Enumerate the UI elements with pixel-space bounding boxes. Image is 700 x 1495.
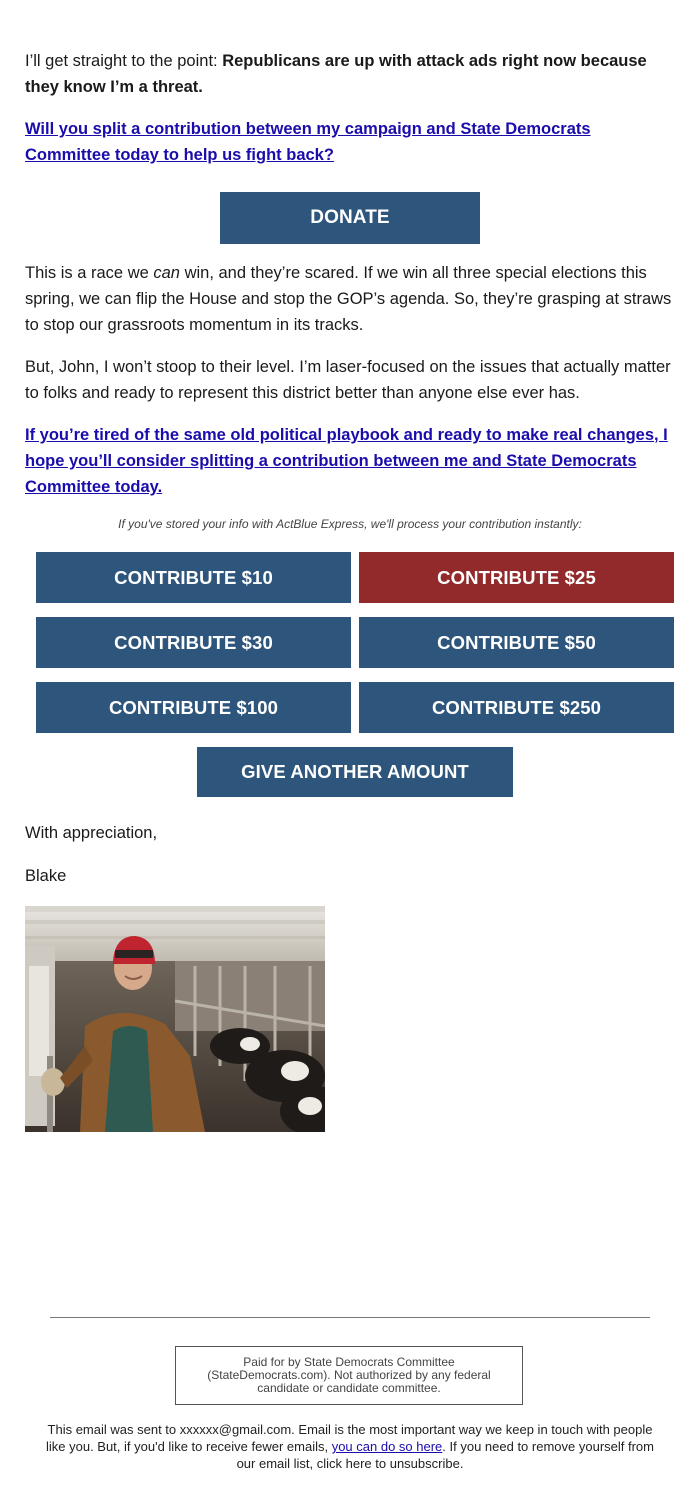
race-text-em: can [153,264,180,282]
split-contribution-link-wrap [25,116,675,168]
actblue-express-note: If you've stored your info with ActBlue Express, we'll process your contribution instantly: [118,517,582,531]
playbook-link[interactable]: If you’re tired of the same old political playbook and ready to make real changes, I hope you’ll consider splitting a contribution between me and State Democrats Committee today. [25,426,668,496]
intro-lead: I’ll get straight to the point: [25,52,223,70]
fewer-emails-link[interactable]: you can do so here [331,1439,443,1454]
donate-button[interactable]: DONATE [220,192,480,244]
footer-text-b: . If you need to remove yourself from our email list, click here to unsubscribe. [236,1439,654,1471]
signature [25,863,675,889]
signature-text: Blake [25,867,67,885]
race-paragraph [25,260,675,338]
race-text-b: win, and they’re scared. If we win all three special elections this spring, we can flip the House and stop the GOP’s agenda. So, they’re grasping at straws to stop our grassroots momentum in its tracks. [25,264,672,334]
give-another-amount-button[interactable]: GIVE ANOTHER AMOUNT [197,747,513,797]
level-text: But, John, I won’t stoop to their level. I’m laser-focused on the issues that actually matter to folks and ready to represent this district better than anyone else ever has. [25,358,671,402]
split-contribution-link[interactable]: Will you split a contribution between my campaign and State Democrats Committee today to help us fight back? [25,120,591,164]
footer-text [45,1421,655,1472]
intro-paragraph [25,48,675,100]
level-paragraph [25,354,675,406]
contribute-30-button[interactable]: CONTRIBUTE $30 [36,617,351,668]
contribute-250-button[interactable]: CONTRIBUTE $250 [359,682,674,733]
intro-bold: Republicans are up with attack ads right now because they know I’m a threat. [25,52,647,96]
signoff-text: With appreciation, [25,824,158,842]
signoff [25,820,675,846]
contribute-10-button[interactable]: CONTRIBUTE $10 [36,552,351,603]
contribute-100-button[interactable]: CONTRIBUTE $100 [36,682,351,733]
contribute-25-button[interactable]: CONTRIBUTE $25 [359,552,674,603]
playbook-link-wrap [25,422,675,500]
candidate-photo [25,906,325,1132]
contribute-50-button[interactable]: CONTRIBUTE $50 [359,617,674,668]
footer-divider [50,1317,650,1318]
race-text-a: This is a race we [25,264,154,282]
footer-text-a: This email was sent to xxxxxx@gmail.com. Email is the most important way we keep in touch with people like you. But, if you'd like to receive fewer emails, [45,1422,653,1454]
candidate-photo-illustration [25,906,325,1132]
paid-for-disclaimer: Paid for by State Democrats Committee (StateDemocrats.com). Not authorized by any federal candidate or candidate committee. [175,1346,523,1405]
